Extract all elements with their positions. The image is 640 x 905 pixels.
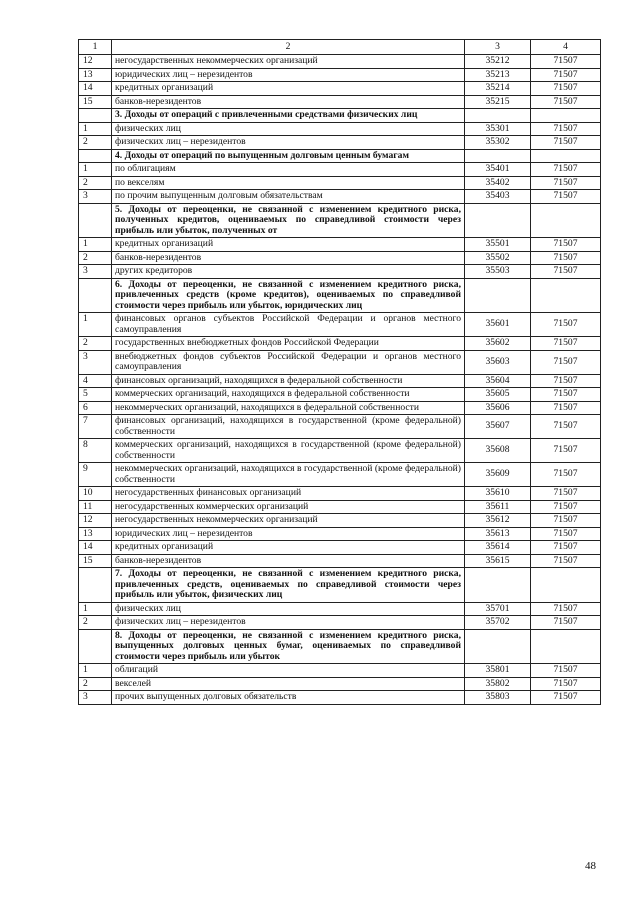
section-title: 6. Доходы от переоценки, не связанной с изменением кредитного риска, привлеченных средств (кроме кредитов), оцениваемых по справедливой стоимости через прибыль или убыток, юридических лиц bbox=[112, 278, 465, 313]
symbol-code: 71507 bbox=[531, 136, 601, 150]
table-row bbox=[79, 55, 601, 69]
table-row bbox=[79, 415, 601, 439]
row-number: 1 bbox=[79, 664, 112, 678]
table-row bbox=[79, 602, 601, 616]
row-description: юридических лиц – нерезидентов bbox=[112, 527, 465, 541]
account-code: 35702 bbox=[465, 616, 531, 630]
section-row bbox=[79, 203, 601, 238]
row-description: кредитных организаций bbox=[112, 541, 465, 555]
symbol-code: 71507 bbox=[531, 374, 601, 388]
table-row bbox=[79, 265, 601, 279]
account-code: 35502 bbox=[465, 251, 531, 265]
account-code: 35605 bbox=[465, 388, 531, 402]
row-number: 4 bbox=[79, 374, 112, 388]
row-number: 1 bbox=[79, 602, 112, 616]
account-code: 35402 bbox=[465, 176, 531, 190]
header-col-3: 3 bbox=[465, 40, 531, 55]
row-description: негосударственных некоммерческих организаций bbox=[112, 514, 465, 528]
account-code: 35214 bbox=[465, 82, 531, 96]
symbol-code: 71507 bbox=[531, 68, 601, 82]
account-cell bbox=[531, 203, 601, 238]
row-number: 13 bbox=[79, 68, 112, 82]
row-description: финансовых организаций, находящихся в федеральной собственности bbox=[112, 374, 465, 388]
account-code: 35801 bbox=[465, 664, 531, 678]
symbol-code: 71507 bbox=[531, 95, 601, 109]
symbol-code: 71507 bbox=[531, 337, 601, 351]
account-code: 35611 bbox=[465, 500, 531, 514]
row-number: 6 bbox=[79, 401, 112, 415]
symbol-code: 71507 bbox=[531, 527, 601, 541]
code-cell bbox=[465, 629, 531, 664]
row-description: некоммерческих организаций, находящихся в федеральной собственности bbox=[112, 401, 465, 415]
section-title: 3. Доходы от операций с привлеченными средствами физических лиц bbox=[112, 109, 465, 123]
row-description: государственных внебюджетных фондов Российской Федерации bbox=[112, 337, 465, 351]
table-row bbox=[79, 514, 601, 528]
account-code: 35603 bbox=[465, 350, 531, 374]
row-description: физических лиц bbox=[112, 602, 465, 616]
account-code: 35608 bbox=[465, 439, 531, 463]
row-number: 2 bbox=[79, 176, 112, 190]
row-description: негосударственных финансовых организаций bbox=[112, 487, 465, 501]
row-description: юридических лиц – нерезидентов bbox=[112, 68, 465, 82]
row-description: негосударственных некоммерческих организаций bbox=[112, 55, 465, 69]
row-description: по прочим выпущенным долговым обязательствам bbox=[112, 190, 465, 204]
row-description: некоммерческих организаций, находящихся в государственной (кроме федеральной) собственности bbox=[112, 463, 465, 487]
table-row bbox=[79, 388, 601, 402]
section-row bbox=[79, 278, 601, 313]
row-number: 1 bbox=[79, 163, 112, 177]
code-cell bbox=[465, 203, 531, 238]
account-code: 35212 bbox=[465, 55, 531, 69]
table-row bbox=[79, 374, 601, 388]
row-number: 2 bbox=[79, 136, 112, 150]
table-header-row bbox=[79, 40, 601, 55]
row-number: 3 bbox=[79, 265, 112, 279]
row-description: кредитных организаций bbox=[112, 238, 465, 252]
table-row bbox=[79, 122, 601, 136]
header-col-1: 1 bbox=[79, 40, 112, 55]
table-row bbox=[79, 500, 601, 514]
symbol-code: 71507 bbox=[531, 265, 601, 279]
row-description: физических лиц – нерезидентов bbox=[112, 136, 465, 150]
symbol-code: 71507 bbox=[531, 602, 601, 616]
symbol-code: 71507 bbox=[531, 190, 601, 204]
row-description: других кредиторов bbox=[112, 265, 465, 279]
row-description: векселей bbox=[112, 677, 465, 691]
row-description: физических лиц – нерезидентов bbox=[112, 616, 465, 630]
account-code: 35614 bbox=[465, 541, 531, 555]
row-number-cell bbox=[79, 629, 112, 664]
account-code: 35403 bbox=[465, 190, 531, 204]
table-row bbox=[79, 527, 601, 541]
header-col-2: 2 bbox=[112, 40, 465, 55]
table-row bbox=[79, 68, 601, 82]
account-code: 35301 bbox=[465, 122, 531, 136]
row-number: 5 bbox=[79, 388, 112, 402]
symbol-code: 71507 bbox=[531, 514, 601, 528]
symbol-code: 71507 bbox=[531, 313, 601, 337]
symbol-code: 71507 bbox=[531, 664, 601, 678]
symbol-code: 71507 bbox=[531, 238, 601, 252]
row-number: 12 bbox=[79, 55, 112, 69]
row-number: 14 bbox=[79, 541, 112, 555]
row-description: банков-нерезидентов bbox=[112, 251, 465, 265]
row-number: 2 bbox=[79, 616, 112, 630]
account-code: 35609 bbox=[465, 463, 531, 487]
account-cell bbox=[531, 568, 601, 603]
symbol-code: 71507 bbox=[531, 691, 601, 705]
row-number: 1 bbox=[79, 122, 112, 136]
row-number: 3 bbox=[79, 190, 112, 204]
table-row bbox=[79, 554, 601, 568]
table-row bbox=[79, 439, 601, 463]
table-row bbox=[79, 238, 601, 252]
account-code: 35606 bbox=[465, 401, 531, 415]
row-description: финансовых органов субъектов Российской Федерации и органов местного самоуправления bbox=[112, 313, 465, 337]
section-title: 7. Доходы от переоценки, не связанной с изменением кредитного риска, привлеченных средств, оцениваемых по справедливой стоимости через прибыль или убыток, физических лиц bbox=[112, 568, 465, 603]
symbol-code: 71507 bbox=[531, 388, 601, 402]
account-code: 35802 bbox=[465, 677, 531, 691]
code-cell bbox=[465, 568, 531, 603]
row-number: 10 bbox=[79, 487, 112, 501]
accounts-table bbox=[78, 39, 601, 705]
table-row bbox=[79, 176, 601, 190]
row-number: 11 bbox=[79, 500, 112, 514]
row-number: 2 bbox=[79, 337, 112, 351]
page-number: 48 bbox=[585, 860, 596, 872]
symbol-code: 71507 bbox=[531, 163, 601, 177]
table-row bbox=[79, 691, 601, 705]
table-row bbox=[79, 337, 601, 351]
row-number: 14 bbox=[79, 82, 112, 96]
symbol-code: 71507 bbox=[531, 55, 601, 69]
section-row bbox=[79, 629, 601, 664]
row-number: 13 bbox=[79, 527, 112, 541]
account-code: 35803 bbox=[465, 691, 531, 705]
row-number: 9 bbox=[79, 463, 112, 487]
symbol-code: 71507 bbox=[531, 500, 601, 514]
row-description: банков-нерезидентов bbox=[112, 95, 465, 109]
row-description: прочих выпущенных долговых обязательств bbox=[112, 691, 465, 705]
table-row bbox=[79, 463, 601, 487]
account-code: 35615 bbox=[465, 554, 531, 568]
row-number: 2 bbox=[79, 677, 112, 691]
row-number: 15 bbox=[79, 554, 112, 568]
section-row bbox=[79, 109, 601, 123]
account-cell bbox=[531, 109, 601, 123]
table-row bbox=[79, 401, 601, 415]
symbol-code: 71507 bbox=[531, 122, 601, 136]
row-number: 15 bbox=[79, 95, 112, 109]
account-code: 35602 bbox=[465, 337, 531, 351]
account-cell bbox=[531, 629, 601, 664]
table-body bbox=[79, 40, 601, 705]
code-cell bbox=[465, 149, 531, 163]
table-row bbox=[79, 350, 601, 374]
symbol-code: 71507 bbox=[531, 415, 601, 439]
row-number: 1 bbox=[79, 313, 112, 337]
row-description: по облигациям bbox=[112, 163, 465, 177]
symbol-code: 71507 bbox=[531, 439, 601, 463]
section-row bbox=[79, 568, 601, 603]
section-row bbox=[79, 149, 601, 163]
account-code: 35613 bbox=[465, 527, 531, 541]
row-number-cell bbox=[79, 203, 112, 238]
row-number: 12 bbox=[79, 514, 112, 528]
symbol-code: 71507 bbox=[531, 82, 601, 96]
account-cell bbox=[531, 149, 601, 163]
symbol-code: 71507 bbox=[531, 677, 601, 691]
table-row bbox=[79, 82, 601, 96]
row-number: 3 bbox=[79, 350, 112, 374]
account-code: 35701 bbox=[465, 602, 531, 616]
account-code: 35213 bbox=[465, 68, 531, 82]
row-number: 2 bbox=[79, 251, 112, 265]
symbol-code: 71507 bbox=[531, 554, 601, 568]
row-description: негосударственных коммерческих организаций bbox=[112, 500, 465, 514]
row-number-cell bbox=[79, 278, 112, 313]
row-number: 1 bbox=[79, 238, 112, 252]
account-code: 35302 bbox=[465, 136, 531, 150]
table-row bbox=[79, 95, 601, 109]
symbol-code: 71507 bbox=[531, 541, 601, 555]
row-description: кредитных организаций bbox=[112, 82, 465, 96]
code-cell bbox=[465, 278, 531, 313]
code-cell bbox=[465, 109, 531, 123]
row-description: финансовых организаций, находящихся в государственной (кроме федеральной) собственности bbox=[112, 415, 465, 439]
row-description: облигаций bbox=[112, 664, 465, 678]
table-row bbox=[79, 616, 601, 630]
row-description: внебюджетных фондов субъектов Российской Федерации и органов местного самоуправления bbox=[112, 350, 465, 374]
account-code: 35607 bbox=[465, 415, 531, 439]
table-row bbox=[79, 677, 601, 691]
row-number-cell bbox=[79, 149, 112, 163]
section-title: 8. Доходы от переоценки, не связанной с изменением кредитного риска, выпущенных долговых ценных бумаг, оцениваемых по справедливой стоимости через прибыль или убыток bbox=[112, 629, 465, 664]
symbol-code: 71507 bbox=[531, 616, 601, 630]
account-code: 35604 bbox=[465, 374, 531, 388]
header-col-4: 4 bbox=[531, 40, 601, 55]
table-row bbox=[79, 487, 601, 501]
symbol-code: 71507 bbox=[531, 401, 601, 415]
symbol-code: 71507 bbox=[531, 350, 601, 374]
account-code: 35503 bbox=[465, 265, 531, 279]
account-code: 35501 bbox=[465, 238, 531, 252]
row-description: коммерческих организаций, находящихся в государственной (кроме федеральной) собственности bbox=[112, 439, 465, 463]
row-description: физических лиц bbox=[112, 122, 465, 136]
symbol-code: 71507 bbox=[531, 463, 601, 487]
row-number: 7 bbox=[79, 415, 112, 439]
row-description: коммерческих организаций, находящихся в федеральной собственности bbox=[112, 388, 465, 402]
row-number-cell bbox=[79, 109, 112, 123]
symbol-code: 71507 bbox=[531, 176, 601, 190]
table-row bbox=[79, 136, 601, 150]
account-code: 35610 bbox=[465, 487, 531, 501]
row-description: по векселям bbox=[112, 176, 465, 190]
account-code: 35601 bbox=[465, 313, 531, 337]
table-row bbox=[79, 251, 601, 265]
section-title: 4. Доходы от операций по выпущенным долговым ценным бумагам bbox=[112, 149, 465, 163]
row-description: банков-нерезидентов bbox=[112, 554, 465, 568]
table-row bbox=[79, 163, 601, 177]
table-row bbox=[79, 664, 601, 678]
symbol-code: 71507 bbox=[531, 487, 601, 501]
table-row bbox=[79, 313, 601, 337]
row-number: 8 bbox=[79, 439, 112, 463]
section-title: 5. Доходы от переоценки, не связанной с изменением кредитного риска, полученных кредитов, оцениваемых по справедливой стоимости через прибыль или убыток, полученных от bbox=[112, 203, 465, 238]
symbol-code: 71507 bbox=[531, 251, 601, 265]
table-row bbox=[79, 541, 601, 555]
account-cell bbox=[531, 278, 601, 313]
account-code: 35215 bbox=[465, 95, 531, 109]
table-row bbox=[79, 190, 601, 204]
account-code: 35612 bbox=[465, 514, 531, 528]
row-number-cell bbox=[79, 568, 112, 603]
account-code: 35401 bbox=[465, 163, 531, 177]
row-number: 3 bbox=[79, 691, 112, 705]
